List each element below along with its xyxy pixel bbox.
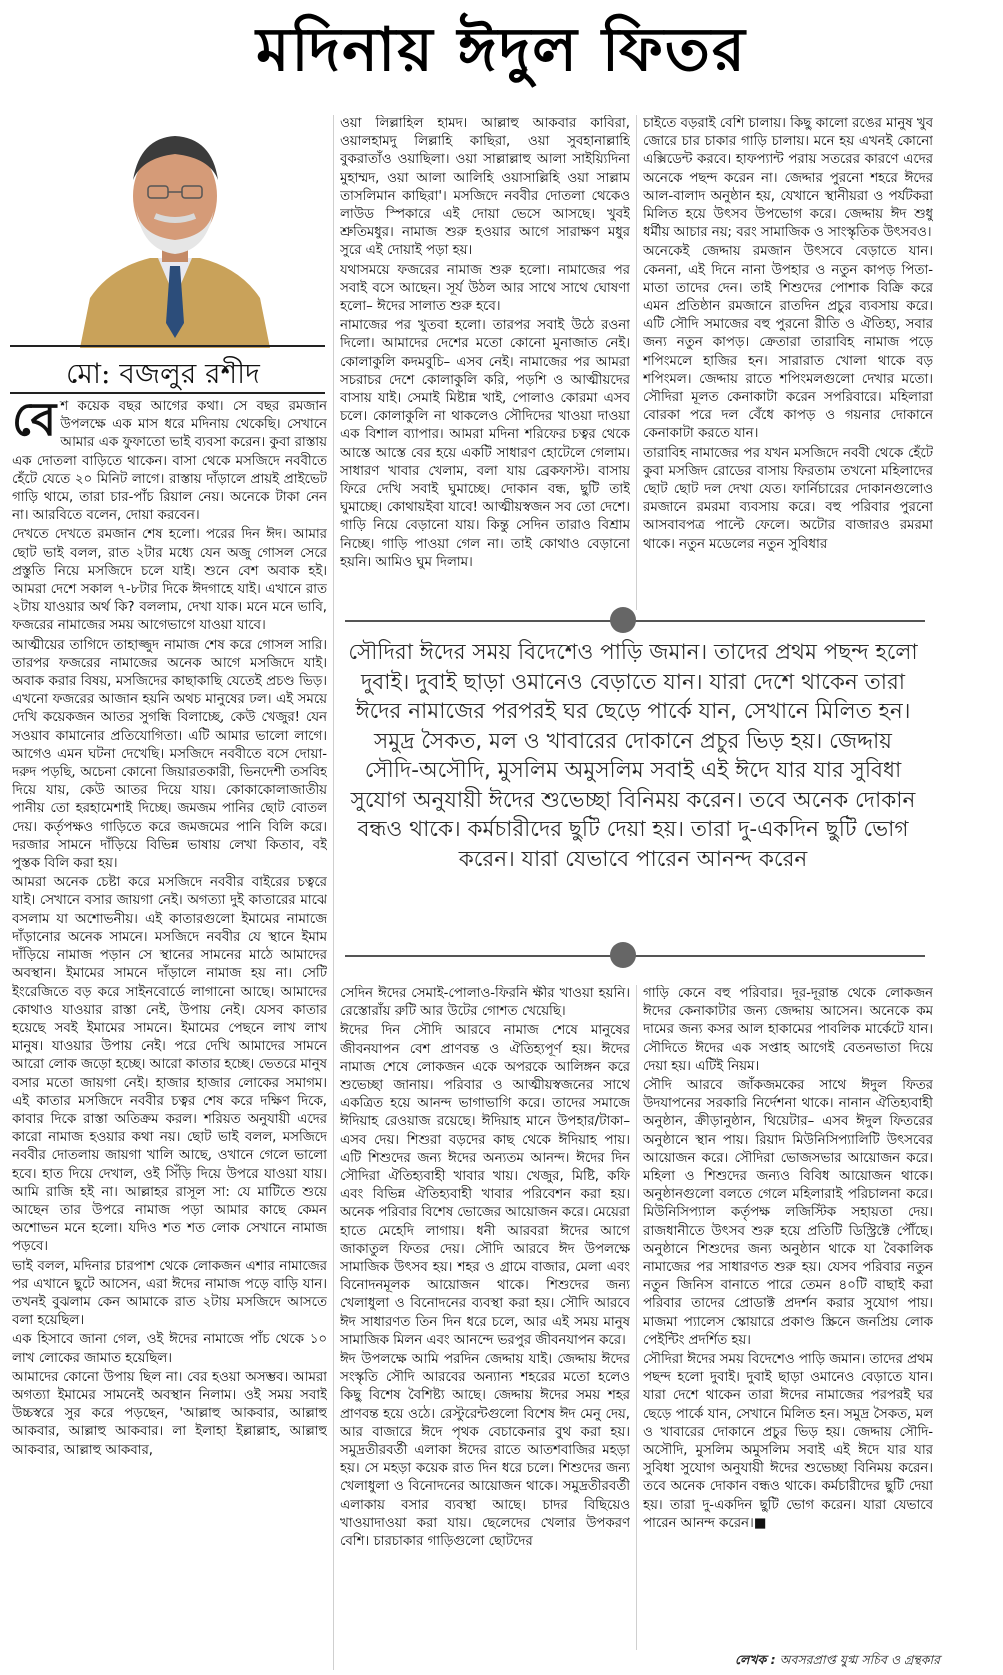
drop-cap: বে (12, 398, 57, 446)
author-photo-image (70, 118, 280, 348)
column-1 (12, 398, 327, 1673)
paragraph: আমাদের কোনো উপায় ছিল না। বের হওয়া অসম্ভব। আমরা অগত্যা ইমামের সামনেই অবস্থান নিলাম। ওই সময় সবাই উচ্চস্বরে সুর করে পড়ছেন, 'আল্লাহু আকবার, আল্লাহু আকবার, আল্লাহু আকবার। লা ইলাহা ইল্লাল্লাহ, আল্লাহু আকবার, আল্লাহু আকবার, (12, 1369, 327, 1458)
paragraph: তারাবিহ নামাজের পর যখন মসজিদে নববী থেকে হেঁটে কুবা মসজিদ রোডের বাসায় ফিরতাম তখনো মহিলাদের ছোট ছোট দল দেখা যেত। ফার্নিচারের দোকানগুলোও রমজানে রমরমা ব্যবসায় করে। বহু পরিবার পুরনো আসবাবপত্র পাল্টে ফেলে। অটোর বাজারও রমরমা থাকে। নতুন মডেলের নতুন সুবিধার (643, 445, 933, 552)
paragraph: সেদিন ঈদের সেমাই-পোলাও-ফিরনি ক্ষীর খাওয়া হয়নি। রেস্তোরাঁয় রুটি আর উটের গোশত খেয়েছি। (340, 986, 630, 1020)
paragraph: সৌদি আরবে জাঁকজমকের সাথে ঈদুল ফিতর উদযাপনের সরকারি নির্দেশনা থাকে। নানান ঐতিহ্যবাহী অনুষ্ঠান, ক্রীড়ানুষ্ঠান, থিয়েটার– এসব ঈদুল ফিতরের অনুষ্ঠানে স্থান পায়। রিয়াদ মিউনিসিপ্যালিটি উৎসবের আয়োজন করে। সৌদিরা ভোজসভার আয়োজন করে। মহিলা ও শিশুদের জন্যও বিবিধ আয়োজন থাকে। অনুষ্ঠানগুলো বলতে গেলে মহিলারাই পরিচালনা করে। মিউনিসিপ্যাল কর্তৃপক্ষ লজিস্টিক সহায়তা দেয়। রাজধানীতে উৎসব শুরু হয়ে প্রতিটি ডিস্ট্রিক্টে পৌঁছে। অনুষ্ঠানে শিশুদের জন্য অনুষ্ঠান থাকে যা বৈকালিক নামাজের পর সাধারণত শুরু হয়। যেসব পরিবার নতুন নতুন জিনিস বানাতে পারে তেমন ৪০টি বাছাই করা পরিবার তাদের প্রোডাক্ট প্রদর্শন করার সুযোগ পায়। মাজমা প্যালেস স্কোয়ারে প্রকাণ্ড স্ক্রিনে জনপ্রিয় লোক পেইন্টিং প্রদর্শিত হয়। (643, 1078, 933, 1348)
column-separator (333, 115, 334, 1670)
author-byline: মো: বজলুর রশীদ (66, 357, 260, 390)
paragraph: আমরা অনেক চেষ্টা করে মসজিদে নববীর বাইরের চত্বরে যাই। সেখানে বসার জায়গা নেই। অগত্যা দুই কাতারের মাঝে বসলাম যা অশোভনীয়। এই কাতারগুলো ইমামের নামাজে দাঁড়ানোর অনেক সামনে। মসজিদে নববীর যে স্থানে ইমাম দাঁড়িয়ে নামাজ পড়ান সে স্থানের সামনের মাঠে আমাদের অবস্থান। ইমামের সামনে দাঁড়ালে নামাজ হয় না। সেটি ইংরেজিতে বড় করে সাইনবোর্ডে লাগানো আছে। আমাদের কোথাও যাওয়ার রাস্তা নেই, উপায় নেই। যেসব কাতার হয়েছে সবই ইমামের সামনে। ইমামের পেছনে লাখ লাখ মানুষ। যাওয়ার উপায় নেই। পরে দেখি আমাদের সামনে আরো লোক জড়ো হচ্ছে। আরো কাতার হচ্ছে। ভেতরে মানুষ বসার মতো জায়গা নেই। হাজার হাজার লোকের সমাগম। এই কাতার মসজিদে নববীর চত্বর শেষ করে দক্ষিণ দিকে, কাবার দিকে রাস্তা অতিক্রম করল। শরিয়ত অনুযায়ী এদের কারো নামাজ হওয়ার কথা নয়। ছোট ভাই বলল, মসজিদে নববীর দোতলায় জায়গা খালি আছে, ওখানে গেলে ভালো হবে। হাত দিয়ে দেখাল, ওই সিঁড়ি দিয়ে উপরে যাওয়া যায়। আমি রাজি হই না। আল্লাহর রাসূল সা: যে মাটিতে শুয়ে আছেন তার উপরে নামাজ পড়া আমার কাছে কেমন অশোভন মনে হলো। যদিও শত শত লোক সেখানে নামাজ পড়বে। (12, 875, 327, 1255)
paragraph: দেখতে দেখতে রমজান শেষ হলো। পরের দিন ঈদ। আমার ছোট ভাই বলল, রাত ২টার মধ্যে যেন অজু গোসল সেরে প্রস্তুতি নিয়ে মসজিদে চলে যাই। শুনে বেশ অবাক হই। আমরা দেশে সকাল ৭-৮টার দিকে ঈদগাহে যাই। এখানে রাত ২টায় যাওয়ার অর্থ কি? বললাম, দেখা যাক। মনে মনে ভাবি, ফজরের নামাজের সময় আগেভাগে যাওয়া যাবে। (12, 527, 327, 634)
byline-bottom-rule (10, 392, 325, 394)
paragraph: চাইতে বড়রাই বেশি চালায়। কিছু কালো রঙের মানুষ খুব জোরে চার চাকার গাড়ি চালায়। মনে হয় এখনই কোনো এক্সিডেন্ট করবে। হাফপ্যান্ট পরায় সতরের কারণে এদের অনেকে পছন্দ করেন না। জেদ্দার পুরনো শহরে ঈদের আল-বালাদ অনুষ্ঠান হয়, যেখানে স্থানীয়রা ও পর্যটকরা মিলিত হয়ে উৎসব উপভোগ করে। জেদ্দায় ঈদ শুধু ধর্মীয় আচার নয়; বরং সামাজিক ও সাংস্কৃতিক উৎসবও। (643, 116, 933, 241)
column-separator (636, 985, 637, 1650)
paragraph-text: শ কয়েক বছর আগের কথা। সে বছর রমজান উপলক্ষে এক মাস ধরে মদিনায় থেকেছি। সেখানে আমার এক ফুফাতো ভাই ব্যবসা করেন। কুবা রাস্তায় এক দোতলা বাড়িতে থাকেন। বাসা থেকে মসজিদে নববীতে হেঁটে যেতে ২০ মিনিট লাগে। রাস্তায় দাঁড়ালে প্রায়ই প্রাইভেট গাড়ি থামে, তারা চার-পাঁচ রিয়াল নেয়। অনেকে টাকা নেন না। আরবিতে বলেন, দোয়া করবেন। (12, 399, 327, 524)
pullquote-bottom-dot (610, 942, 636, 968)
pullquote: সৌদিরা ঈদের সময় বিদেশেও পাড়ি জমান। তাদের প্রথম পছন্দ হলো দুবাই। দুবাই ছাড়া ওমানেও বেড়াতে যান। যারা দেশে থাকেন তারা ঈদের নামাজের পরপরই ঘর ছেড়ে পার্কে যান, সেখানে মিলিত হন। সমুদ্র সৈকত, মল ও খাবারের দোকানে প্রচুর ভিড় হয়। জেদ্দায় সৌদি-অসৌদি, মুসলিম অমুসলিম সবাই এই ঈদে যার যার সুবিধা সুযোগ অনুযায়ী ঈদের শুভেচ্ছা বিনিময় করেন। তবে অনেক দোকান বন্ধও থাকে। কর্মচারীদের ছুটি দেয়া হয়। তারা দু-একদিন ছুটি ভোগ করেন। যারা যেভাবে পারেন আনন্দ করেন (348, 640, 918, 872)
paragraph: সৌদিরা ঈদের সময় বিদেশেও পাড়ি জমান। তাদের প্রথম পছন্দ হলো দুবাই। দুবাই ছাড়া ওমানেও বেড়াতে যান। যারা দেশে থাকেন তারা ঈদের নামাজের পরপরই ঘর ছেড়ে পার্কে যান, সেখানে মিলিত হন। সমুদ্র সৈকত, মল ও খাবারের দোকানে প্রচুর ভিড় হয়। জেদ্দায় সৌদি-অসৌদি, মুসলিম অমুসলিম সবাই এই ঈদে যার যার সুবিধা সুযোগ অনুযায়ী ঈদের শুভেচ্ছা বিনিময় করেন। তবে অনেক দোকান বন্ধও থাকে। কর্মচারীদের ছুটি দেয়া হয়। তারা দু-একদিন ছুটি ভোগ করেন। যারা যেভাবে পারেন আনন্দ করেন।■ (643, 1352, 933, 1531)
paragraph: ঈদের দিন সৌদি আরবে নামাজ শেষে মানুষের জীবনযাপন বেশ প্রাণবন্ত ও ঐতিহ্যপূর্ণ হয়। ঈদের নামাজ শেষে লোকজন একে অপরকে আলিঙ্গন করে শুভেচ্ছা জানায়। পরিবার ও আত্মীয়স্বজনের সাথে একত্রিত হয়ে আনন্দ ভাগাভাগি করে। তাদের সমাজে ঈদিয়াহ রেওয়াজ রয়েছে। ঈদিয়াহ মানে উপহার/টাকা– এসব দেয়। শিশুরা বড়দের কাছ থেকে ঈদিয়াহ পায়। এটি শিশুদের জন্য ঈদের অন্যতম আনন্দ। ঈদের দিন সৌদিরা ঐতিহ্যবাহী খাবার খায়। খেজুর, মিষ্টি, কফি এবং বিভিন্ন ঐতিহ্যবাহী খাবার পরিবেশন করা হয়। অনেক পরিবার বিশেষ ভোজের আয়োজন করে। মেয়েরা হাতে মেহেদি লাগায়। ধনী আরবরা ঈদের আগে জাকাতুল ফিতর দেয়। সৌদি আরবে ঈদ উপলক্ষে সামাজিক উৎসব হয়। শহর ও গ্রামে বাজার, মেলা এবং বিনোদনমূলক আয়োজন থাকে। শিশুদের জন্য খেলাধুলা ও বিনোদনের ব্যবস্থা করা হয়। সৌদি আরবে ঈদ সাধারণত তিন দিন ধরে চলে, আর এই সময় মানুষ সামাজিক মিলন এবং আনন্দে ভরপুর জীবনযাপন করে। (340, 1023, 630, 1348)
pullquote-top-dot (610, 607, 636, 633)
column-2-bottom (340, 985, 630, 1650)
column-2-top (340, 115, 630, 610)
author-note-text: অবসরপ্রাপ্ত যুগ্ম সচিব ও গ্রন্থকার (779, 1652, 940, 1667)
column-separator (636, 115, 637, 610)
author-note-label: লেখক : (734, 1652, 776, 1667)
paragraph: ওয়া লিল্লাহিল হামদ। আল্লাহু আকবার কাবিরা, ওয়ালহামদু লিল্লাহি কাছিরা, ওয়া সুবহানাল্লাহি বুকরাতাঁও ওয়াছিলা। ওয়া সাল্লাল্লাহু আলা সাইয়্যিদিনা মুহাম্মদ, ওয়া আলা আলিহি ওয়াসাল্লিহি ওয়া সাল্লাম তাসলিমান কাছিরা'। মসজিদে নববীর দোতলা থেকেও লাউড স্পিকারে এই দোয়া ভেসে আসছে। খুবই শ্রুতিমধুর। নামাজ শুরু হওয়ার আগে সারাক্ষণ মধুর সুরে এই দোয়াই পড়া হয়। (340, 116, 630, 259)
author-portrait (70, 118, 280, 348)
paragraph: গাড়ি কেনে বহু পরিবার। দূর-দূরান্ত থেকে লোকজন ঈদের কেনাকাটার জন্য জেদ্দায় আসেন। অনেকে কম দামের জন্য কসর আল হাকামের পাবলিক মার্কেটে যান। সৌদিতে ঈদের এক সপ্তাহ আগেই বেতনভাতা দিয়ে দেয়া হয়। এটিই নিয়ম। (643, 986, 933, 1074)
paragraph (12, 398, 327, 525)
paragraph: নামাজের পর খুতবা হলো। তারপর সবাই উঠে রওনা দিলো। আমাদের দেশের মতো কোনো মুনাজাত নেই। কোলাকুলি কদমবুচি– এসব নেই। নামাজের পর আমরা সচরাচর দেশে কোলাকুলি করি, পড়শি ও আত্মীয়দের বাসায় যাই। সেমাই মিষ্টান্ন খাই, পোলাও কোরমা এসব চলে। কোলাকুলি না থাকলেও সৌদিদের খাওয়া দাওয়া এক বিশাল ব্যাপার। আমরা মদিনা শরিফের চত্বর থেকে আস্তে আস্তে বের হয়ে একটি সাধারণ হোটেলে গেলাম। সাধারণ খাবার খেলাম, বলা যায় ব্রেকফাস্ট। বাসায় ফিরে দেখি সবাই ঘুমাচ্ছে। দোকান বন্ধ, ছুটি তাই ঘুমাচ্ছে। কোথায়ইবা যাবে! আত্মীয়স্বজন সব তো দেশে। গাড়ি নিয়ে বেড়ানো যায়। কিন্তু সেদিন তারাও বিশ্রাম নিচ্ছে। গাড়ি পাওয়া গেল না। তাই কোথাও বেড়ানো হয়নি। আমিও ঘুম দিলাম। (340, 318, 630, 570)
paragraph: এক হিসাবে জানা গেল, ওই ঈদের নামাজে পাঁচ থেকে ১০ লাখ লোকের জামাত হয়েছিল। (12, 1332, 327, 1366)
author-note (640, 1652, 940, 1672)
paragraph: ভাই বলল, মদিনার চারপাশ থেকে লোকজন এশার নামাজের পর এখানে ছুটে আসেন, এরা ঈদের নামাজ পড়ে বাড়ি যান। তখনই বুঝলাম কেন আমাকে রাত ২টায় মসজিদে আসতে বলা হয়েছিল। (12, 1258, 327, 1329)
article-headline: মদিনায় ঈদুল ফিতর (256, 15, 747, 85)
column-3-bottom (643, 985, 933, 1650)
paragraph: যথাসময়ে ফজরের নামাজ শুরু হলো। নামাজের পর সবাই বসে আছেন। সূর্য উঠল আর সাথে সাথে ঘোষণা হলো– ঈদের সালাত শুরু হবে। (340, 262, 630, 315)
paragraph: ঈদ উপলক্ষে আমি পরদিন জেদ্দায় যাই। জেদ্দায় ঈদের সংস্কৃতি সৌদি আরবের অন্যান্য শহরের মতো হলেও কিছু বিশেষ বৈশিষ্ট্য আছে। জেদ্দায় ঈদের সময় শহর প্রাণবন্ত হয়ে ওঠে। রেস্টুরেন্টগুলো বিশেষ ঈদ মেনু দেয়, আর বাজারে ঈদে পৃথক বেচাকেনার বুথ করা হয়। সমুদ্রতীরবর্তী এলাকা ঈদের রাতে আতশবাজির মহড়া হয়। সে মহড়া কয়েক রাত দিন ধরে চলে। শিশুদের জন্য খেলাধুলা ও বিনোদনের আয়োজন থাকে। সমুদ্রতীরবর্তী এলাকায় বসার ব্যবস্থা আছে। চাদর বিছিয়েও খাওয়াদাওয়া করা যায়। ছেলেদের খেলার উপকরণ বেশি। চারচাকার গাড়িগুলো ছোটদের (340, 1352, 630, 1550)
byline-top-rule (10, 345, 325, 347)
column-3-top (643, 115, 933, 610)
paragraph: অনেকেই জেদ্দায় রমজান উৎসবে বেড়াতে যান। কেননা, এই দিনে নানা উপহার ও নতুন কাপড় পিতা-মাতা তাদের দেন। তাই শিশুদের পোশাক বিক্রি করে এমন প্রতিষ্ঠান রমজানে রাতদিন প্রচুর ব্যবসায় করে। এটি সৌদি সমাজের বহু পুরনো রীতি ও ঐতিহ্য, সবার জন্য নতুন কাপড়। ক্রেতারা তারাবিহ নামাজ পড়ে শপিংমলে হাজির হন। সারারাত খোলা থাকে বড় শপিংমল। জেদ্দায় রাতে শপিংমলগুলো দেখার মতো। সৌদিরা মূলত কেনাকাটা করেন সপরিবারে। মহিলারা বোরকা পরে দল বেঁধে কাপড় ও গয়নার দোকানে কেনাকাটা করতে যান। (643, 244, 933, 442)
paragraph: আত্মীয়ের তাগিদে তাহাজ্জুদ নামাজ শেষ করে গোসল সারি। তারপর ফজরের নামাজের অনেক আগে মসজিদে যাই। অবাক করার বিষয়, মসজিদের কাছাকাছি যেতেই প্রচণ্ড ভিড়। এখনো ফজরের আজান হয়নি অথচ মানুষের ঢল। এই সময়ে দেখি কয়েকজন আতর সুগন্ধি বিলাচ্ছে, কেউ খেজুর! যেন সওয়াব কামানোর প্রতিযোগিতা। এটি আমার ভালো লাগে। আগেও এমন ঘটনা দেখেছি। মসজিদে নববীতে বসে দোয়া-দরুদ পড়ছি, অচেনা কোনো জিয়ারতকারী, ভিনদেশী তসবিহ দিয়ে যায়, কেউ আতর দিয়ে যায়। কোকাকোলাজাতীয় পানীয় তো হরহামেশাই দিচ্ছে। জমজম পানির ছোট বোতল দেয়। কর্তৃপক্ষও গাড়িতে করে জমজমের পানি বিলি করে। দরজার সামনে দাঁড়িয়ে বিভিন্ন ভাষায় লেখা কিতাব, বই পুস্তক বিলি করা হয়। (12, 637, 327, 872)
